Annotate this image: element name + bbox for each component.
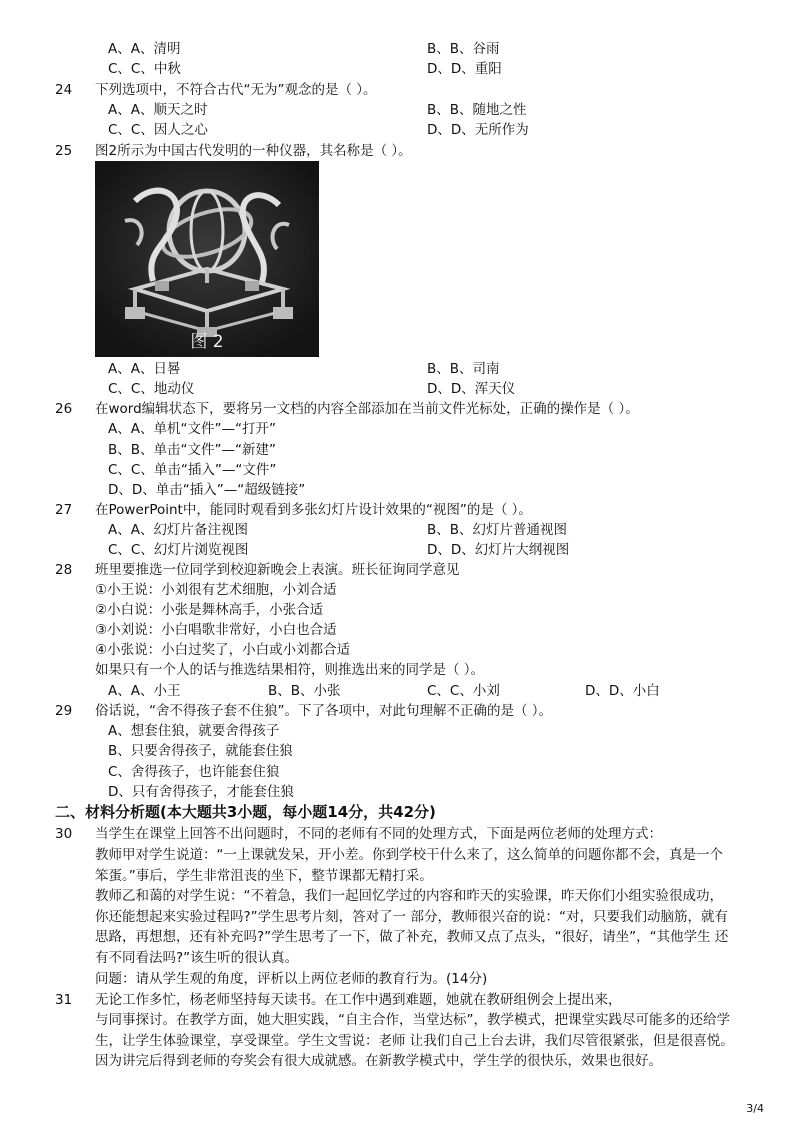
q27-stem: 在PowerPoint中，能同时观看到多张幻灯片设计效果的“视图”的是（ ）。 [95, 502, 532, 518]
q24-option-b[interactable]: B、B、随地之性 [427, 102, 527, 118]
section-heading: 二、材料分析题(本大题共3小题，每小题14分，共42分) [55, 803, 436, 821]
q29-option-c[interactable]: C、舍得孩子，也许能套住狼 [108, 764, 280, 780]
q28-statement-2: ②小白说：小张是舞林高手，小张合适 [95, 602, 324, 618]
q28-option-c[interactable]: C、C、小刘 [427, 683, 500, 699]
q25-stem: 图2所示为中国古代发明的一种仪器，其名称是（ ）。 [95, 143, 412, 159]
q27-option-b[interactable]: B、B、幻灯片普通视图 [427, 522, 568, 538]
q30-teacher-b: 教师乙和蔼的对学生说：“不着急，我们一起回忆学过的内容和昨天的实验课，昨天你们小组实验很成功，你还能想起来实验过程吗?”学生思考片刻，答对了一 部分，教师很兴奋的说：“对，只要我们动脑筋，就有思路，再想想，还有补充吗?”学生思考了一下，做了补充，教师又点了点头，“很好，请坐”，“其他学生 还有不同看法吗?”该生听的很认真。 [95, 888, 729, 966]
q23-option-d[interactable]: D、D、重阳 [427, 61, 502, 77]
q24-number: 24 [55, 82, 73, 98]
q24-option-a[interactable]: A、A、顺天之时 [108, 102, 208, 118]
q29-option-a[interactable]: A、想套住狼，就要舍得孩子 [108, 723, 280, 739]
q29-number: 29 [55, 703, 73, 719]
q28-option-a[interactable]: A、A、小王 [108, 683, 181, 699]
page-number: 3/4 [746, 1102, 764, 1115]
q26-option-d[interactable]: D、D、单击“插入”—“超级链接” [108, 482, 306, 498]
q24-option-d[interactable]: D、D、无所作为 [427, 122, 529, 138]
q26-option-b[interactable]: B、B、单击“文件”—“新建” [108, 442, 276, 458]
q28-statement-3: ③小刘说：小白唱歌非常好，小白也合适 [95, 622, 337, 638]
q25-option-a[interactable]: A、A、日晷 [108, 361, 181, 377]
q31-paragraph: 与同事探讨。在教学方面，她大胆实践，“自主合作，当堂达标”，教学模式，把课堂实践尽可能多的还给学生，让学生体验课堂，享受课堂。学生文雪说：老师 让我们自己上台去讲，我们尽管很紧张，但是很喜悦。因为讲完后得到老师的夸奖会有很大成就感。在新教学模式中，学生学的很快乐，效果也很好。 [95, 1012, 734, 1069]
q26-number: 26 [55, 401, 73, 417]
q23-option-a[interactable]: A、A、清明 [108, 41, 181, 57]
q30-number: 30 [55, 826, 73, 842]
q25-option-d[interactable]: D、D、浑天仪 [427, 381, 516, 397]
q25-number: 25 [55, 143, 73, 159]
q28-option-d[interactable]: D、D、小白 [585, 683, 660, 699]
q27-option-d[interactable]: D、D、幻灯片大纲视图 [427, 542, 570, 558]
q24-stem: 下列选项中，不符合古代“无为”观念的是（ ）。 [95, 82, 377, 98]
q30-intro: 当学生在课堂上回答不出问题时，不同的老师有不同的处理方式，下面是两位老师的处理方式： [95, 826, 662, 842]
q31-line1: 无论工作多忙，杨老师坚持每天读书。在工作中遇到难题，她就在教研组例会上提出来， [95, 992, 622, 1008]
q25-option-c[interactable]: C、C、地动仪 [108, 381, 195, 397]
q31-number: 31 [55, 992, 73, 1008]
q23-option-c[interactable]: C、C、中秋 [108, 61, 181, 77]
q28-number: 28 [55, 562, 73, 578]
q28-stem: 班里要推选一位同学到校迎新晚会上表演。班长征询同学意见 [95, 562, 460, 578]
q25-option-b[interactable]: B、B、司南 [427, 361, 500, 377]
armillary-sphere-figure [95, 161, 319, 357]
q28-option-b[interactable]: B、B、小张 [268, 683, 341, 699]
q28-statement-1: ①小王说：小刘很有艺术细胞，小刘合适 [95, 582, 337, 598]
q23-option-b[interactable]: B、B、谷雨 [427, 41, 500, 57]
q30-question: 问题：请从学生观的角度，评析以上两位老师的教育行为。(14分) [95, 971, 488, 987]
q24-option-c[interactable]: C、C、因人之心 [108, 122, 208, 138]
q27-number: 27 [55, 502, 73, 518]
q29-option-d[interactable]: D、只有舍得孩子，才能套住狼 [108, 784, 294, 800]
q28-question: 如果只有一个人的话与推选结果相符，则推选出来的同学是（ ）。 [95, 662, 485, 678]
q30-teacher-a: 教师甲对学生说道：“一上课就发呆，开小差。你到学校干什么来了，这么简单的问题你都不会，真是一个笨蛋。”事后，学生非常沮丧的坐下，整节课都无精打采。 [95, 847, 723, 884]
q29-stem: 俗话说，“舍不得孩子套不住狼”。下了各项中，对此句理解不正确的是（ ）。 [95, 703, 553, 719]
q26-option-c[interactable]: C、C、单击“插入”—“文件” [108, 462, 277, 478]
q26-option-a[interactable]: A、A、单机“文件”—“打开” [108, 421, 276, 437]
q29-option-b[interactable]: B、只要舍得孩子，就能套住狼 [108, 743, 293, 759]
figure-caption: 图 2 [190, 332, 224, 352]
q26-stem: 在word编辑状态下，要将另一文档的内容全部添加在当前文件光标处，正确的操作是（ ）。 [95, 401, 639, 417]
q27-option-c[interactable]: C、C、幻灯片浏览视图 [108, 542, 249, 558]
q27-option-a[interactable]: A、A、幻灯片备注视图 [108, 522, 248, 538]
q28-statement-4: ④小张说：小白过奖了，小白或小刘都合适 [95, 642, 351, 658]
